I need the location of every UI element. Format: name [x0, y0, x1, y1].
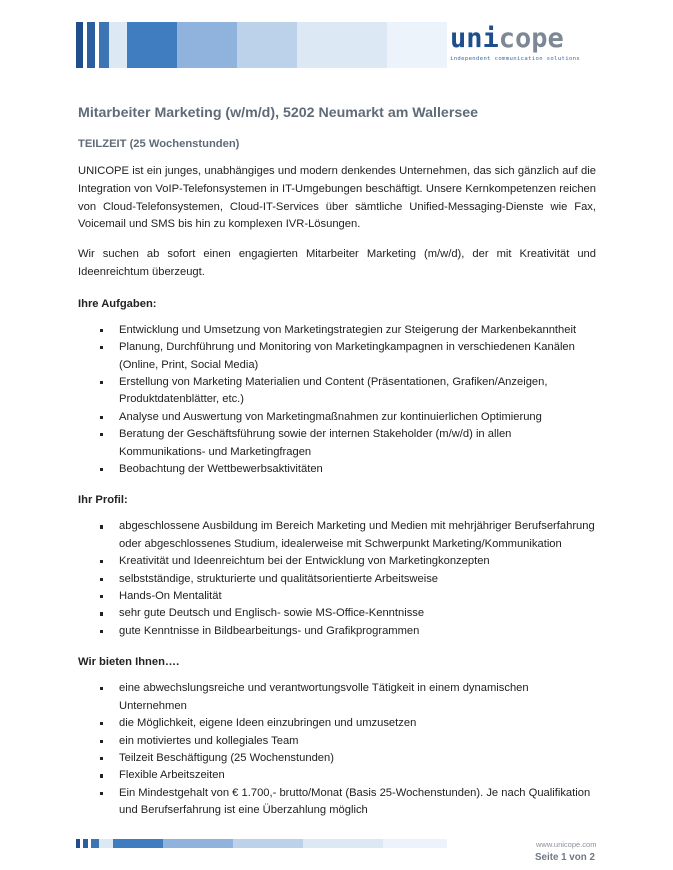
intro-paragraph: UNICOPE ist ein junges, unabhängiges und modern denkendes Unternehmen, das sich gänzlich auf die Integration von VoIP-Telefonsystemen in IT-Umgebungen beschäftigt. Unsere Kernkompetenzen reichen von Cloud-Telefonsystemen, Cloud-IT-Services über sämtliche Unified-Messaging-Dienste wie Fax, Voicemail und SMS bis hin zu komplexen IVR-Lösungen. [78, 165, 596, 231]
offer-list [78, 680, 596, 819]
list-item: gute Kenntnisse in Bildbearbeitungs- und Grafikprogrammen [78, 623, 596, 640]
list-item: Erstellung von Marketing Materialien und Content (Präsentationen, Grafiken/Anzeigen, Produktdatenblätter, etc.) [78, 374, 596, 409]
list-item: die Möglichkeit, eigene Ideen einzubringen und umzusetzen [78, 715, 596, 732]
list-item: Teilzeit Beschäftigung (25 Wochenstunden) [78, 750, 596, 767]
list-item: Flexible Arbeitszeiten [78, 767, 596, 784]
document-body [78, 104, 596, 820]
header-bar-segment [76, 22, 83, 68]
header-bar-segment [87, 22, 95, 68]
section-heading-profile: Ihr Profil: [78, 494, 128, 507]
header-bar-segment [99, 22, 109, 68]
list-item: Planung, Durchführung und Monitoring von Marketingkampagnen in verschiedenen Kanälen (Online, Print, Social Media) [78, 339, 596, 374]
footer-bar-segment [383, 839, 447, 848]
footer-bar-segment [163, 839, 233, 848]
footer-bar-segment [91, 839, 99, 848]
unicope-logo [450, 24, 598, 68]
header-bar-segment [109, 22, 127, 68]
header-color-bar [76, 22, 447, 68]
profile-list [78, 518, 596, 640]
list-item: Beobachtung der Wettbewerbsaktivitäten [78, 461, 596, 478]
footer-website: www.unicope.com [536, 840, 597, 849]
tasks-list [78, 322, 596, 479]
footer-color-bar [76, 839, 447, 848]
list-item: sehr gute Deutsch und Englisch- sowie MS-Office-Kenntnisse [78, 605, 596, 622]
logo-part-uni: uni [450, 23, 499, 54]
logo-tagline: independent communication solutions [450, 56, 581, 62]
list-item: Kreativität und Ideenreichtum bei der Entwicklung von Marketingkonzepten [78, 553, 596, 570]
list-item: selbstständige, strukturierte und qualitätsorientierte Arbeitsweise [78, 571, 596, 588]
list-item: ein motiviertes und kollegiales Team [78, 733, 596, 750]
page-number: Seite 1 von 2 [535, 852, 595, 863]
header-bar-segment [297, 22, 387, 68]
list-item: Beratung der Geschäftsführung sowie der internen Stakeholder (m/w/d) in allen Kommunikations- und Marketingfragen [78, 426, 596, 461]
section-heading-tasks: Ihre Aufgaben: [78, 297, 157, 310]
document-subtitle: TEILZEIT (25 Wochenstunden) [78, 138, 240, 150]
list-item: abgeschlossene Ausbildung im Bereich Marketing und Medien mit mehrjähriger Berufserfahrung oder abgeschlossenes Studium, idealerweise mit Schwerpunkt Marketing/Kommunikation [78, 518, 596, 553]
footer-bar-segment [113, 839, 163, 848]
logo-part-cope: cope [498, 23, 564, 54]
header-bar-segment [127, 22, 177, 68]
list-item: Entwicklung und Umsetzung von Marketingstrategien zur Steigerung der Markenbekanntheit [78, 322, 596, 339]
logo-wordmark [450, 24, 598, 54]
list-item: eine abwechslungsreiche und verantwortungsvolle Tätigkeit in einem dynamischen Unternehmen [78, 680, 596, 715]
search-paragraph: Wir suchen ab sofort einen engagierten Mitarbeiter Marketing (m/w/d), der mit Kreativität und Ideenreichtum überzeugt. [78, 248, 596, 278]
section-heading-offer: Wir bieten Ihnen…. [78, 656, 180, 669]
header-bar-segment [387, 22, 447, 68]
list-item: Analyse und Auswertung von Marketingmaßnahmen zur kontinuierlichen Optimierung [78, 409, 596, 426]
list-item: Ein Mindestgehalt von € 1.700,- brutto/Monat (Basis 25-Wochenstunden). Je nach Qualifikation und Berufserfahrung ist eine Überzahlung möglich [78, 785, 596, 820]
footer-bar-segment [99, 839, 113, 848]
list-item: Hands-On Mentalität [78, 588, 596, 605]
header-bar-segment [177, 22, 237, 68]
footer-bar-segment [233, 839, 303, 848]
document-title: Mitarbeiter Marketing (w/m/d), 5202 Neumarkt am Wallersee [78, 105, 479, 121]
footer-bar-segment [303, 839, 383, 848]
header-bar-segment [237, 22, 297, 68]
